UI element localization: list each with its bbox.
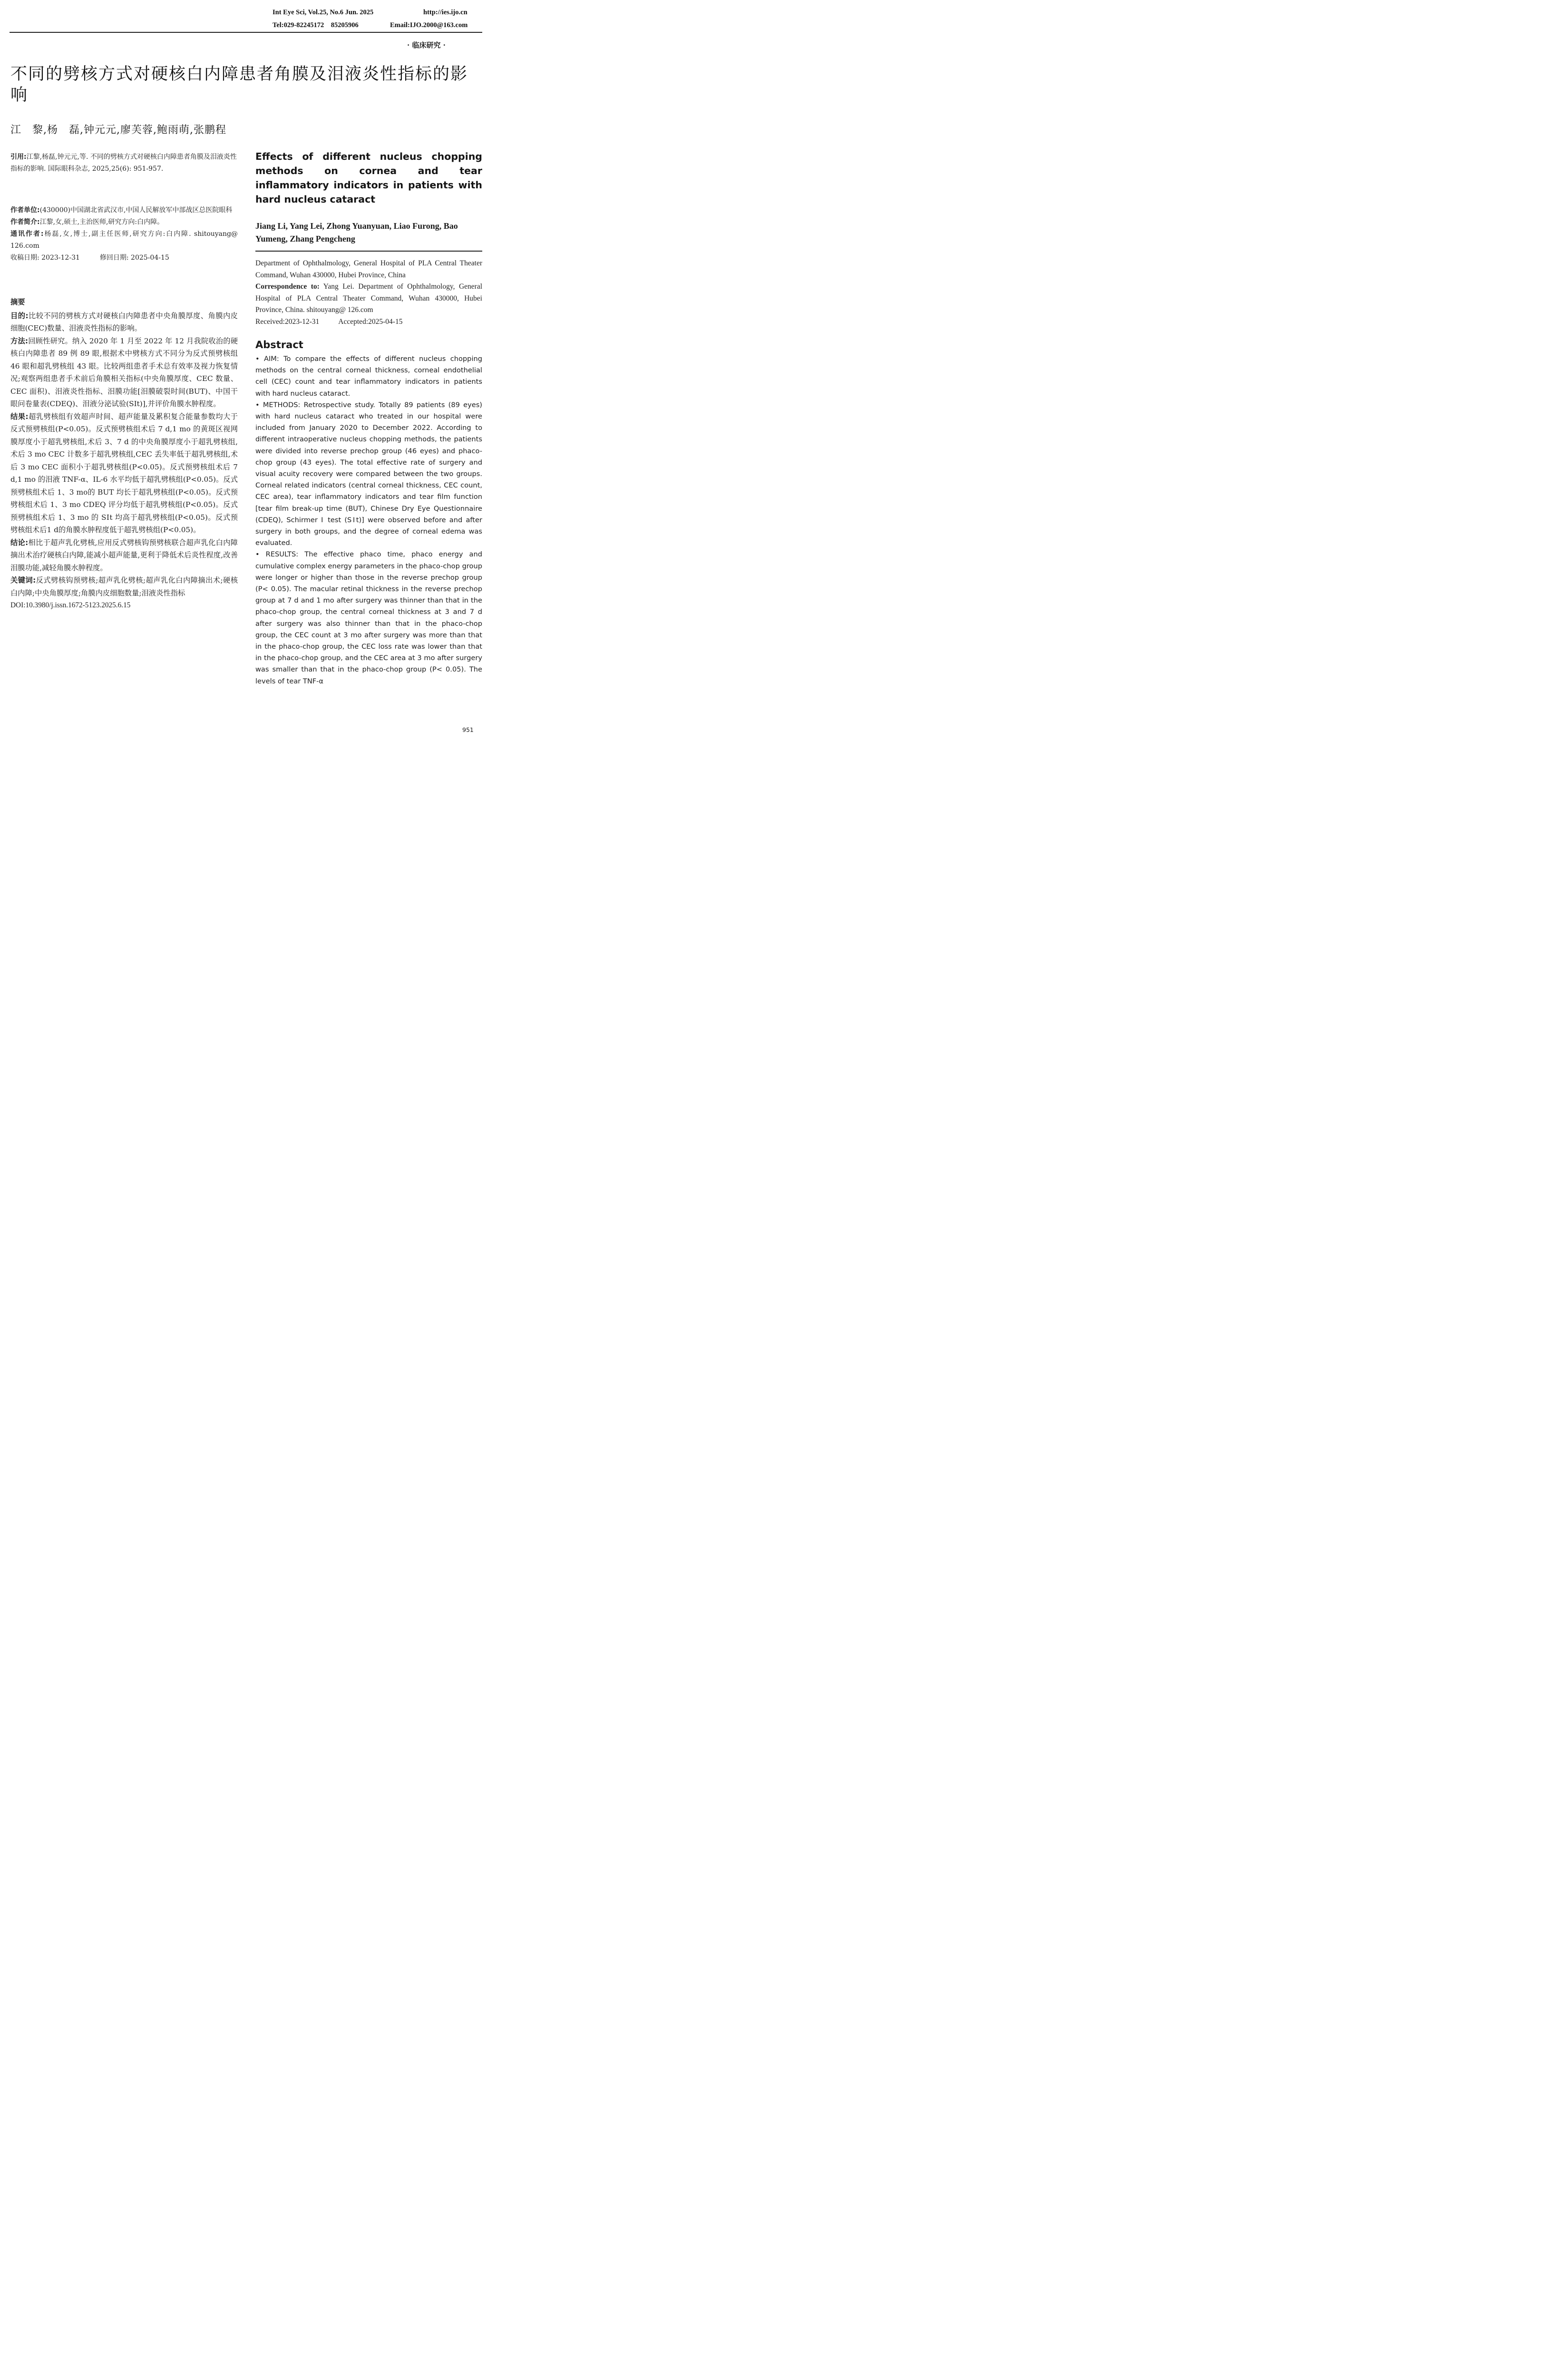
abstract-cn-heading: 摘要: [10, 298, 25, 306]
journal-url[interactable]: http://ies.ijo.cn: [423, 9, 467, 16]
methods-en-label: • METHODS:: [255, 400, 301, 409]
results-en-label: • RESULTS:: [255, 550, 299, 559]
citation: [10, 151, 238, 175]
revised-cn: 修回日期: 2025-04-15: [99, 254, 169, 262]
page-title-en: Effects of different nucleus chopping methods on cornea and tear inflammatory indicators in patients with hard nucleus cataract: [255, 151, 482, 205]
header-rule: [10, 32, 482, 33]
correspondence-label: Correspondence to:: [255, 283, 320, 291]
authors-cn: 江 黎,杨 磊,钟元元,廖芙蓉,鲍雨萌,张鹏程: [10, 124, 226, 136]
author-intro: [10, 216, 238, 228]
keywords-cn-text: 反式劈核钩预劈核;超声乳化劈核;超声乳化白内障摘出术;硬核白内障;中央角膜厚度;角膜内皮细胞数量;泪液炎性指标: [10, 576, 238, 597]
corr-label: 通讯作者:: [10, 230, 44, 238]
aim-en-label: • AIM:: [255, 355, 279, 363]
aim-cn-text: 比较不同的劈核方式对硬核白内障患者中央角膜厚度、角膜内皮细胞(CEC)数量、泪液炎性指标的影响。: [10, 311, 238, 332]
correspondence-en: [255, 281, 482, 316]
methods-en-text: Retrospective study. Totally 89 patients (89 eyes) with hard nucleus cataract who treated in our hospital were included from January 2020 to December 2022. According to different intraoperative nucleus chopping methods, the patients were divided into reverse prechop group (46 eyes) and phaco-chop group (43 eyes). The total effective rate of surgery and visual acuity recovery were compared between the two groups. Corneal related indicators (central corneal thickness, CEC count, CEC area), tear inflammatory indicators and tear film function [tear film break-up time (BUT), Chinese Dry Eye Questionnaire (CDEQ), Schirmer Ⅰ test (SⅠt)] were observed before and after surgery in both groups, and the degree of corneal edema was evaluated.: [255, 400, 483, 547]
citation-label: 引用:: [10, 153, 27, 161]
journal-info: Int Eye Sci, Vol.25, No.6 Jun. 2025: [273, 9, 374, 16]
author-intro-text: 江黎,女,硕士,主治医师,研究方向:白内障。: [39, 218, 164, 226]
aim-cn-label: 目的:: [10, 311, 29, 320]
keywords-cn-label: 关键词:: [10, 576, 36, 585]
corr-text: 杨磊,女,博士,副主任医师,研究方向:白内障. shitouyang@ 126.com: [10, 230, 238, 250]
corresponding-author: [10, 228, 238, 252]
results-en: [255, 549, 482, 687]
aim-cn: [10, 310, 238, 335]
methods-cn: [10, 335, 238, 410]
results-cn-text: 超乳劈核组有效超声时间、超声能量及累积复合能量参数均大于反式预劈核组(P<0.05)。反式预劈核组术后 7 d,1 mo 的黄斑区视网膜厚度小于超乳劈核组,术后 3、7 d 的中央角膜厚度小于超乳劈核组,术后 3 mo CEC 计数多于超乳劈核组,CEC 丢失率低于超乳劈核组,术后 3 mo CEC 面积小于超乳劈核组(P<0.05)。反式预劈核组术后 7 d,1 mo 的泪液 TNF-α、IL-6 水平均低于超乳劈核组(P<0.05)。反式预劈核组术后 1、3 mo的 BUT 均长于超乳劈核组(P<0.05)。反式预劈核组术后 1、3 mo CDEQ 评分均低于超乳劈核组(P<0.05)。反式预劈核组术后 1、3 mo 的 SⅠt 均高于超乳劈核组(P<0.05)。反式预劈核组术后1 d的角膜水肿程度低于超乳劈核组(P<0.05)。: [10, 412, 238, 534]
results-en-text: The effective phaco time, phaco energy and cumulative complex energy parameters in the phaco-chop group were longer or higher than those in the reverse prechop group (P< 0.05). The macular retinal thickness in the reverse prechop group at 7 d and 1 mo after surgery was thinner than that in the phaco-chop group, the central corneal thickness at 3 and 7 d after surgery was also thinner than that in the phaco-chop group, the CEC count at 3 mo after surgery was more than that in the phaco-chop group, the CEC loss rate was lower than that in the phaco-chop group, and the CEC area at 3 mo after surgery was smaller than that in the phaco-chop group (P< 0.05). The levels of tear TNF-α: [255, 550, 482, 685]
department-en: Department of Ophthalmology, General Hospital of PLA Central Theater Command, Wuhan 430000, Hubei Province, China: [255, 259, 482, 279]
received-cn: 收稿日期: 2023-12-31: [10, 254, 80, 262]
keywords-cn: [10, 574, 238, 599]
conclusion-cn-text: 相比于超声乳化劈核,应用反式劈核钩预劈核联合超声乳化白内障摘出术治疗硬核白内障,能减小超声能量,更利于降低术后炎性程度,改善泪膜功能,减轻角膜水肿程度。: [10, 538, 238, 572]
affiliation-en: [255, 258, 482, 328]
abstract-en-heading: Abstract: [255, 339, 303, 351]
conclusion-cn: [10, 536, 238, 575]
author-intro-label: 作者简介:: [10, 218, 40, 226]
dates-cn: [10, 252, 238, 264]
aim-en: [255, 353, 482, 399]
authors-rule: [255, 251, 482, 252]
abstract-en: [255, 353, 482, 687]
page-title-cn: 不同的劈核方式对硬核白内障患者角膜及泪液炎性指标的影响: [10, 65, 468, 105]
received-en: Received:2023-12-31: [255, 317, 320, 326]
author-unit-label: 作者单位:: [10, 206, 40, 214]
aim-en-text: To compare the effects of different nucleus chopping methods on the central corneal thickness, corneal endothelial cell (CEC) count and tear inflammatory indicators in patients with hard nucleus cataract.: [255, 355, 483, 398]
journal-tel: Tel:029-82245172 85205906: [273, 21, 359, 29]
citation-text: 江黎,杨磊,钟元元,等. 不同的劈核方式对硬核白内障患者角膜及泪液炎性指标的影响. 国际眼科杂志, 2025,25(6): 951-957.: [10, 153, 237, 173]
conclusion-cn-label: 结论:: [10, 538, 29, 547]
dates-en: [255, 316, 482, 328]
journal-email[interactable]: Email:IJO.2000@163.com: [390, 21, 468, 29]
author-unit: [10, 205, 238, 216]
results-cn: [10, 410, 238, 536]
page-number: 951: [462, 726, 474, 733]
correspondence-text: Yang Lei. Department of Ophthalmology, General Hospital of PLA Central Theater Command, Wuhan 430000, Hubei Province, China. shitouyang@ 126.com: [255, 283, 483, 314]
methods-cn-label: 方法:: [10, 336, 29, 345]
abstract-cn: [10, 296, 238, 612]
accepted-en: Accepted:2025-04-15: [338, 317, 403, 326]
section-tag: · 临床研究 ·: [407, 41, 446, 49]
results-cn-label: 结果:: [10, 412, 29, 421]
author-info: [10, 205, 238, 264]
author-unit-text: (430000)中国湖北省武汉市,中国人民解放军中部战区总医院眼科: [39, 206, 233, 214]
authors-en: Jiang Li, Yang Lei, Zhong Yuanyuan, Liao Furong, Bao Yumeng, Zhang Pengcheng: [255, 221, 458, 244]
doi-text[interactable]: DOI:10.3980/j.issn.1672-5123.2025.6.15: [10, 601, 131, 609]
methods-cn-text: 回顾性研究。纳入 2020 年 1 月至 2022 年 12 月我院收治的硬核白内障患者 89 例 89 眼,根据术中劈核方式不同分为反式预劈核组 46 眼和超乳劈核组 43 眼。比较两组患者手术总有效率及视力恢复情况;观察两组患者手术前后角膜相关指标(中央角膜厚度、CEC 数量、CEC 面积)、泪液炎性指标、泪膜功能[泪膜破裂时间(BUT)、中国干眼问卷量表(CDEQ)、泪液分泌试验(SⅠt)],并评价角膜水肿程度。: [10, 336, 238, 408]
methods-en: [255, 399, 482, 549]
doi: [10, 599, 238, 612]
